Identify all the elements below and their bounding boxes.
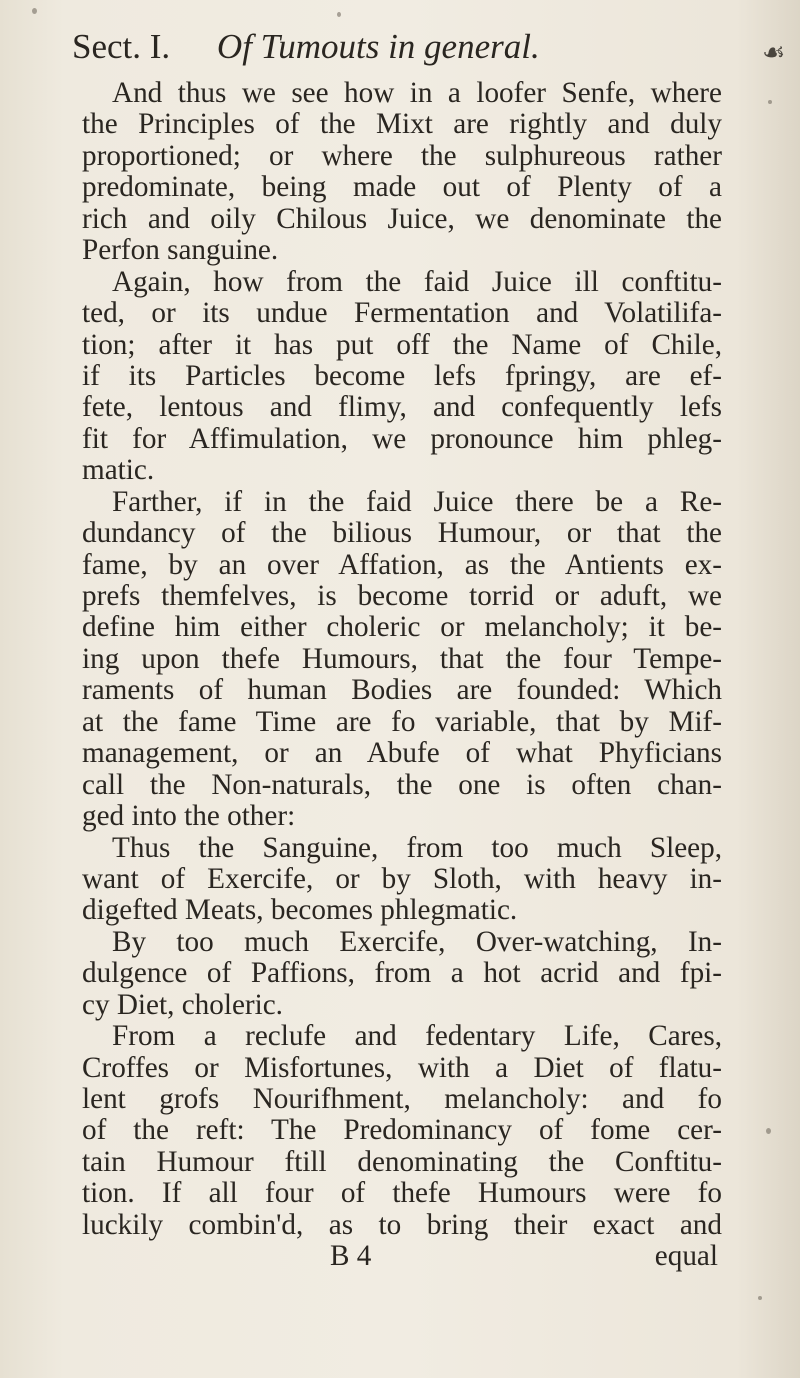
text-line: if its Particles become lefs fpringy, are ef- — [82, 359, 722, 392]
text-line: at the fame Time are fo variable, that by Mif- — [82, 705, 722, 738]
text-line: want of Exercife, or by Sloth, with heavy in- — [82, 862, 722, 895]
text-line: management, or an Abufe of what Phyficians — [82, 737, 722, 770]
text-line: proportioned; or where the sulphureous rather — [82, 139, 722, 172]
text-line: dulgence of Paffions, from a hot acrid and fpi- — [82, 957, 722, 990]
text-line: tain Humour ftill denominating the Conftitu- — [82, 1145, 722, 1178]
text-line: Perfon sanguine. — [82, 234, 279, 267]
text-line: tion; after it has put off the Name of Chile, — [82, 328, 722, 361]
text-line: the Principles of the Mixt are rightly and duly — [82, 108, 722, 141]
text-line: ged into the other: — [82, 800, 296, 833]
text-line: predominate, being made out of Plenty of a — [82, 171, 722, 204]
catchword: equal — [654, 1240, 718, 1273]
text-line: Again, how from the faid Juice ill conftitu- — [112, 265, 722, 298]
running-header — [72, 22, 712, 72]
text-line: fete, lentous and flimy, and confequently lefs — [82, 391, 722, 424]
text-line: lent grofs Nourifhment, melancholy: and fo — [82, 1083, 722, 1115]
text-line: digefted Meats, becomes phlegmatic. — [82, 894, 518, 927]
text-line: tion. If all four of thefe Humours were fo — [82, 1177, 722, 1210]
text-line: Croffes or Misfortunes, with a Diet of flatu- — [82, 1051, 722, 1084]
text-line: call the Non-naturals, the one is often chan- — [82, 768, 722, 801]
running-title: Of Tumouts in general. — [216, 27, 540, 66]
section-number: Sect. I. — [72, 27, 171, 66]
text-line: By too much Exercife, Over-watching, In- — [112, 925, 722, 958]
text-line: prefs themfelves, is become torrid or aduft, we — [82, 580, 722, 612]
catchline — [82, 1241, 722, 1272]
text-line: And thus we see how in a loofer Senfe, where — [112, 77, 722, 109]
text-line: raments of human Bodies are founded: Which — [82, 674, 722, 707]
text-line: luckily combin'd, as to bring their exact and — [82, 1208, 722, 1241]
text-line: cy Diet, choleric. — [82, 988, 283, 1021]
text-line: of the reft: The Predominancy of fome cer- — [82, 1114, 722, 1147]
text-line: dundancy of the bilious Humour, or that the — [82, 517, 722, 550]
text-line: fit for Affimulation, we pronounce him phleg- — [82, 422, 722, 455]
text-line: fame, by an over Affation, as the Antients ex- — [82, 548, 722, 581]
body-text — [82, 78, 722, 1273]
text-line: ted, or its undue Fermentation and Volatilifa- — [82, 297, 722, 330]
text-line: rich and oily Chilous Juice, we denominate the — [82, 202, 722, 235]
text-line: ing upon thefe Humours, that the four Tempe- — [82, 642, 722, 675]
signature-mark: B 4 — [330, 1240, 372, 1273]
text-line: Thus the Sanguine, from too much Sleep, — [112, 831, 722, 864]
text-line: Farther, if in the faid Juice there be a Re- — [112, 485, 722, 518]
text-line: From a reclufe and fedentary Life, Cares, — [112, 1020, 722, 1053]
page-corner-mark: ☙ — [762, 38, 786, 68]
text-line: matic. — [82, 454, 155, 487]
text-line: define him either choleric or melancholy; it be- — [82, 611, 722, 644]
